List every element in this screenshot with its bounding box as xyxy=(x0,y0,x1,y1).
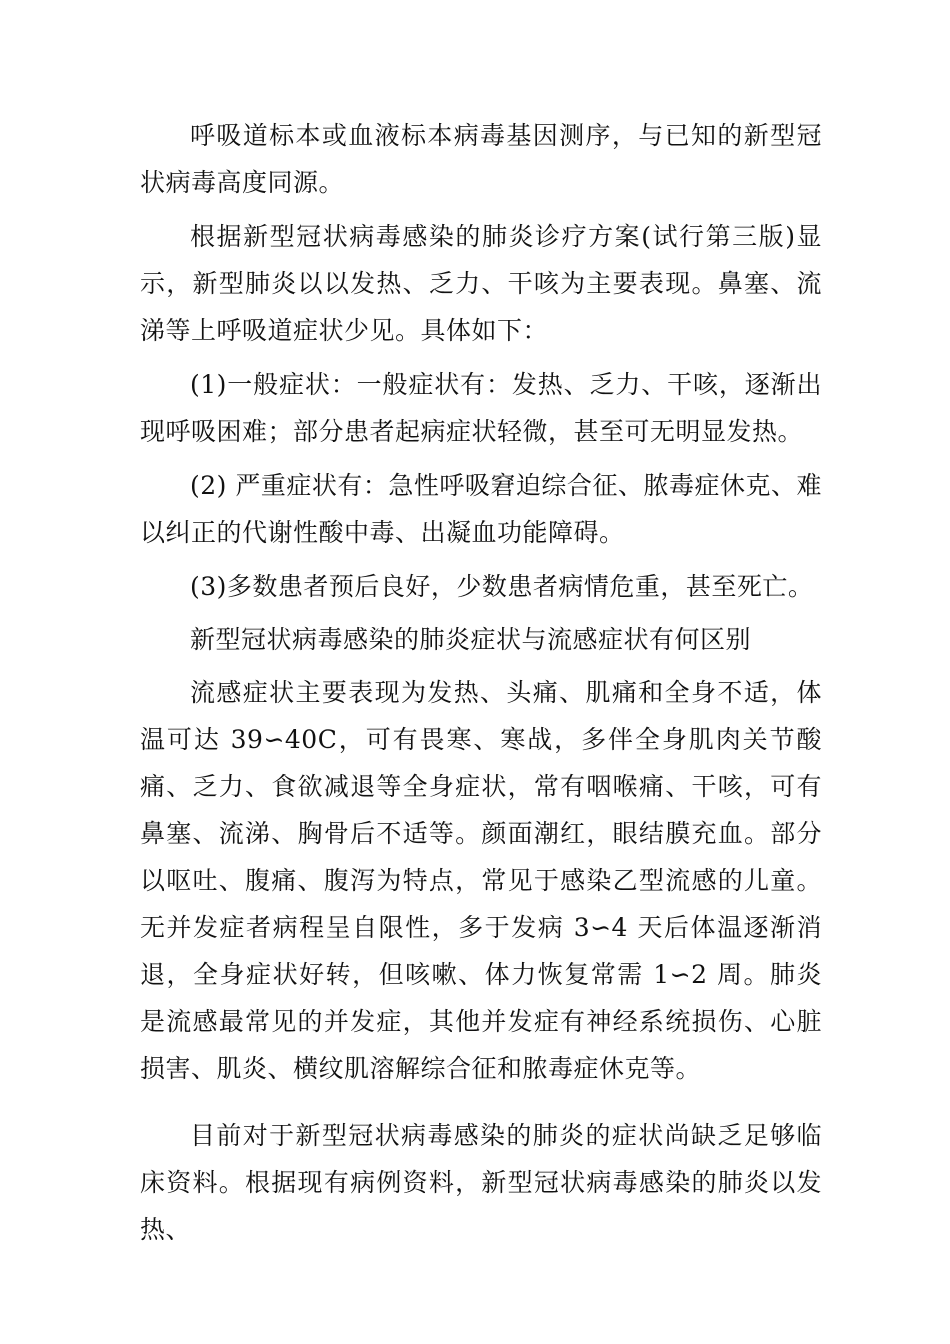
paragraph-gene-sequencing: 呼吸道标本或血液标本病毒基因测序，与已知的新型冠状病毒高度同源。 xyxy=(140,121,822,197)
paragraph-diagnosis-plan: 根据新型冠状病毒感染的肺炎诊疗方案(试行第三版)显示，新型肺炎以以发热、乏力、干咳为主要表现。鼻塞、流涕等上呼吸道症状少见。具体如下： xyxy=(140,222,822,345)
paragraph-general-symptoms: (1)一般症状：一般症状有：发热、乏力、干咳，逐渐出现呼吸困难；部分患者起病症状轻微，甚至可无明显发热。 xyxy=(140,370,822,446)
section-heading-difference: 新型冠状病毒感染的肺炎症状与流感症状有何区别 xyxy=(190,625,752,654)
paragraph-current-data: 目前对于新型冠状病毒感染的肺炎的症状尚缺乏足够临床资料。根据现有病例资料，新型冠状病毒感染的肺炎以发热、 xyxy=(140,1121,822,1244)
paragraph-severe-symptoms: (2) 严重症状有：急性呼吸窘迫综合征、脓毒症休克、难以纠正的代谢性酸中毒、出凝血功能障碍。 xyxy=(140,471,822,547)
document-body xyxy=(140,112,822,1260)
paragraph-prognosis: (3)多数患者预后良好，少数患者病情危重，甚至死亡。 xyxy=(190,572,814,601)
paragraph-flu-symptoms: 流感症状主要表现为发热、头痛、肌痛和全身不适，体温可达 39∽40C，可有畏寒、寒战，多伴全身肌肉关节酸痛、乏力、食欲减退等全身症状，常有咽喉痛、干咳，可有鼻塞、流涕、胸骨后不适等。颜面潮红，眼结膜充血。部分以呕吐、腹痛、腹泻为特点，常见于感染乙型流感的儿童。无并发症者病程呈自限性，多于发病 3∽4 天后体温逐渐消退，全身症状好转，但咳嗽、体力恢复常需 1∽2 周。肺炎是流感最常见的并发症，其他并发症有神经系统损伤、心脏损害、肌炎、横纹肌溶解综合征和脓毒症休克等。 xyxy=(140,678,822,1083)
